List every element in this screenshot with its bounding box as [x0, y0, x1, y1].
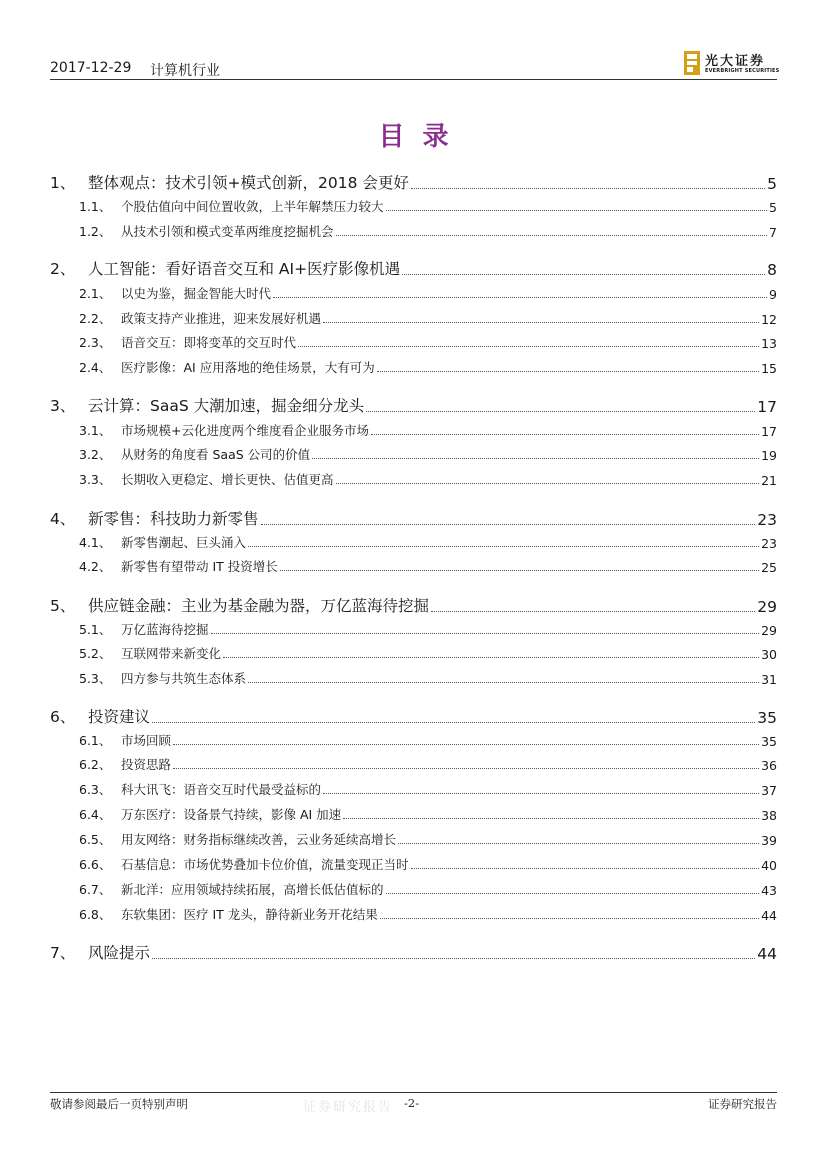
- toc-number: 1.1、: [79, 199, 112, 214]
- toc-title-text: 语音交互：即将变革的交互时代: [121, 335, 297, 350]
- toc-title-text: 万东医疗：设备景气持续，影像 AI 加速: [121, 807, 342, 822]
- toc-title-text: 四方参与共筑生态体系: [121, 671, 247, 686]
- toc-page-number: 44: [761, 908, 777, 923]
- footer-disclaimer: 敬请参阅最后一页特别声明: [50, 1097, 188, 1111]
- toc-number: 6.6、: [79, 857, 112, 872]
- footer-watermark: 证券研究报告: [303, 1100, 394, 1115]
- toc-dot-leader: [173, 744, 759, 745]
- logo-name-cn: 光大证券: [705, 54, 766, 69]
- toc-page-number: 19: [761, 448, 777, 463]
- toc-dot-leader: [398, 843, 759, 844]
- toc-title-text: 投资建议: [88, 708, 151, 726]
- toc-page-number: 23: [761, 536, 777, 551]
- toc-subsection[interactable]: [50, 905, 777, 923]
- toc-dot-leader: [371, 434, 759, 435]
- toc-dot-leader: [152, 722, 755, 723]
- toc-number: 6.5、: [79, 832, 112, 847]
- toc-number: 6.8、: [79, 907, 112, 922]
- toc-subsection[interactable]: [50, 222, 777, 240]
- toc-number: 5.1、: [79, 622, 112, 637]
- toc-dot-leader: [173, 768, 759, 769]
- toc-number: 4.1、: [79, 535, 112, 550]
- toc-title-text: 市场规模+云化进度两个维度看企业服务市场: [121, 423, 369, 438]
- toc-page-number: 37: [761, 783, 777, 798]
- toc-number: 6、: [50, 708, 76, 726]
- toc-subsection[interactable]: [50, 309, 777, 327]
- toc-subsection[interactable]: [50, 284, 777, 302]
- toc-number: 3.3、: [79, 472, 112, 487]
- toc-number: 3.1、: [79, 423, 112, 438]
- toc-subsection[interactable]: [50, 445, 777, 463]
- toc-section[interactable]: [50, 941, 777, 963]
- toc-section[interactable]: [50, 507, 777, 529]
- toc-dot-leader: [248, 546, 759, 547]
- toc-dot-leader: [323, 322, 759, 323]
- toc-number: 2、: [50, 260, 76, 278]
- toc-page-number: 5: [767, 175, 777, 193]
- toc-page-number: 44: [757, 945, 777, 963]
- toc-number: 2.2、: [79, 311, 112, 326]
- toc-title-text: 新北洋：应用领域持续拓展，高增长低估值标的: [121, 882, 384, 897]
- toc-title: 目录: [378, 122, 467, 152]
- toc-page-number: 5: [769, 200, 777, 215]
- toc-section[interactable]: [50, 394, 777, 416]
- toc-section[interactable]: [50, 594, 777, 616]
- toc-dot-leader: [336, 235, 768, 236]
- toc-dot-leader: [273, 297, 767, 298]
- toc-subsection[interactable]: [50, 557, 777, 575]
- toc-dot-leader: [211, 633, 760, 634]
- toc-subsection[interactable]: [50, 755, 777, 773]
- toc-title-text: 以史为鉴，掘金智能大时代: [121, 286, 272, 301]
- toc-page-number: 29: [761, 623, 777, 638]
- toc-page-number: 36: [761, 758, 777, 773]
- toc-dot-leader: [261, 524, 756, 525]
- logo-mark-icon: [684, 51, 700, 75]
- toc-dot-leader: [402, 274, 765, 275]
- toc-page-number: 39: [761, 833, 777, 848]
- toc-number: 6.2、: [79, 757, 112, 772]
- toc-title-text: 政策支持产业推进，迎来发展好机遇: [121, 311, 322, 326]
- toc-title-text: 互联网带来新变化: [121, 646, 222, 661]
- footer-divider: [50, 1092, 777, 1093]
- toc-page-number: 35: [761, 734, 777, 749]
- toc-title-text: 个股估值向中间位置收敛，上半年解禁压力较大: [121, 199, 384, 214]
- toc-page-number: 17: [757, 398, 777, 416]
- toc-dot-leader: [312, 458, 759, 459]
- toc-number: 5、: [50, 597, 76, 615]
- toc-number: 1.2、: [79, 224, 112, 239]
- toc-subsection[interactable]: [50, 731, 777, 749]
- toc-dot-leader: [377, 371, 759, 372]
- toc-subsection[interactable]: [50, 880, 777, 898]
- toc-number: 4、: [50, 510, 76, 528]
- toc-page-number: 30: [761, 647, 777, 662]
- toc-subsection[interactable]: [50, 620, 777, 638]
- toc-page-number: 21: [761, 473, 777, 488]
- toc-number: 1、: [50, 174, 76, 192]
- toc-number: 5.3、: [79, 671, 112, 686]
- toc-dot-leader: [152, 958, 755, 959]
- toc-dot-leader: [380, 918, 759, 919]
- toc-title-text: 整体观点：技术引领+模式创新，2018 会更好: [88, 174, 409, 192]
- toc-page-number: 9: [769, 287, 777, 302]
- toc-title-text: 医疗影像：AI 应用落地的绝佳场景，大有可为: [121, 360, 375, 375]
- toc-subsection[interactable]: [50, 358, 777, 376]
- toc-number: 3、: [50, 397, 76, 415]
- company-logo: [684, 51, 778, 77]
- logo-name-en: EVERBRIGHT SECURITIES: [705, 68, 780, 74]
- toc-subsection[interactable]: [50, 333, 777, 351]
- toc-dot-leader: [411, 868, 760, 869]
- toc-subsection[interactable]: [50, 855, 777, 873]
- toc-page-number: 25: [761, 560, 777, 575]
- toc-dot-leader: [323, 793, 759, 794]
- toc-page-number: 31: [761, 672, 777, 687]
- toc-dot-leader: [411, 188, 765, 189]
- toc-number: 2.4、: [79, 360, 112, 375]
- toc-number: 2.3、: [79, 335, 112, 350]
- toc-number: 5.2、: [79, 646, 112, 661]
- toc-title-text: 长期收入更稳定、增长更快、估值更高: [121, 472, 334, 487]
- toc-title-text: 新零售潮起、巨头涌入: [121, 535, 247, 550]
- toc-page-number: 13: [761, 336, 777, 351]
- toc-title-text: 供应链金融：主业为基金融为器，万亿蓝海待挖掘: [88, 597, 430, 615]
- header-industry: 计算机行业: [150, 63, 220, 79]
- toc-title-text: 科大讯飞：语音交互时代最受益标的: [121, 782, 322, 797]
- toc-dot-leader: [248, 682, 759, 683]
- toc-title-text: 石基信息：市场优势叠加卡位价值，流量变现正当时: [121, 857, 409, 872]
- toc-number: 2.1、: [79, 286, 112, 301]
- toc-dot-leader: [280, 570, 759, 571]
- toc-dot-leader: [223, 657, 759, 658]
- toc-title-text: 新零售有望带动 IT 投资增长: [121, 559, 278, 574]
- header-divider: [50, 79, 777, 80]
- toc-number: 6.7、: [79, 882, 112, 897]
- toc-section[interactable]: [50, 257, 777, 279]
- toc-title-text: 新零售：科技助力新零售: [88, 510, 259, 528]
- toc-subsection[interactable]: [50, 421, 777, 439]
- toc-subsection[interactable]: [50, 669, 777, 687]
- toc-subsection[interactable]: [50, 780, 777, 798]
- toc-title-text: 东软集团：医疗 IT 龙头，静待新业务开花结果: [121, 907, 378, 922]
- toc-title-text: 从技术引领和模式变革两维度挖掘机会: [121, 224, 334, 239]
- toc-dot-leader: [366, 411, 755, 412]
- toc-subsection[interactable]: [50, 805, 777, 823]
- toc-page-number: 7: [769, 225, 777, 240]
- page-number: -2-: [404, 1096, 420, 1110]
- toc-dot-leader: [298, 346, 759, 347]
- toc-number: 4.2、: [79, 559, 112, 574]
- toc-number: 7、: [50, 944, 76, 962]
- toc-title-text: 万亿蓝海待挖掘: [121, 622, 209, 637]
- toc-page-number: 15: [761, 361, 777, 376]
- toc-section[interactable]: [50, 705, 777, 727]
- toc-number: 6.1、: [79, 733, 112, 748]
- toc-section[interactable]: [50, 171, 777, 193]
- toc-dot-leader: [386, 893, 760, 894]
- header-date: 2017-12-29: [50, 60, 132, 76]
- toc-title-text: 用友网络：财务指标继续改善，云业务延续高增长: [121, 832, 397, 847]
- toc-dot-leader: [431, 611, 755, 612]
- toc-title-text: 云计算：SaaS 大潮加速，掘金细分龙头: [88, 397, 365, 415]
- toc-title-text: 风险提示: [88, 944, 151, 962]
- toc-title-text: 市场回顾: [121, 733, 172, 748]
- toc-title-text: 从财务的角度看 SaaS 公司的价值: [121, 447, 311, 462]
- toc-dot-leader: [386, 210, 768, 211]
- toc-page-number: 23: [757, 511, 777, 529]
- toc-page-number: 40: [761, 858, 777, 873]
- toc-title-text: 人工智能：看好语音交互和 AI+医疗影像机遇: [88, 260, 401, 278]
- toc-subsection[interactable]: [50, 644, 777, 662]
- toc-subsection[interactable]: [50, 830, 777, 848]
- footer-report-type: 证券研究报告: [708, 1097, 777, 1111]
- toc-page-number: 17: [761, 424, 777, 439]
- toc-number: 6.3、: [79, 782, 112, 797]
- toc-dot-leader: [343, 818, 759, 819]
- toc-page-number: 43: [761, 883, 777, 898]
- toc-number: 3.2、: [79, 447, 112, 462]
- toc-page-number: 29: [757, 598, 777, 616]
- toc-page-number: 8: [767, 261, 777, 279]
- toc-subsection[interactable]: [50, 533, 777, 551]
- toc-title-text: 投资思路: [121, 757, 172, 772]
- toc-page-number: 38: [761, 808, 777, 823]
- toc-dot-leader: [336, 483, 760, 484]
- toc-page-number: 35: [757, 709, 777, 727]
- toc-page-number: 12: [761, 312, 777, 327]
- toc-subsection[interactable]: [50, 197, 777, 215]
- toc-number: 6.4、: [79, 807, 112, 822]
- toc-subsection[interactable]: [50, 470, 777, 488]
